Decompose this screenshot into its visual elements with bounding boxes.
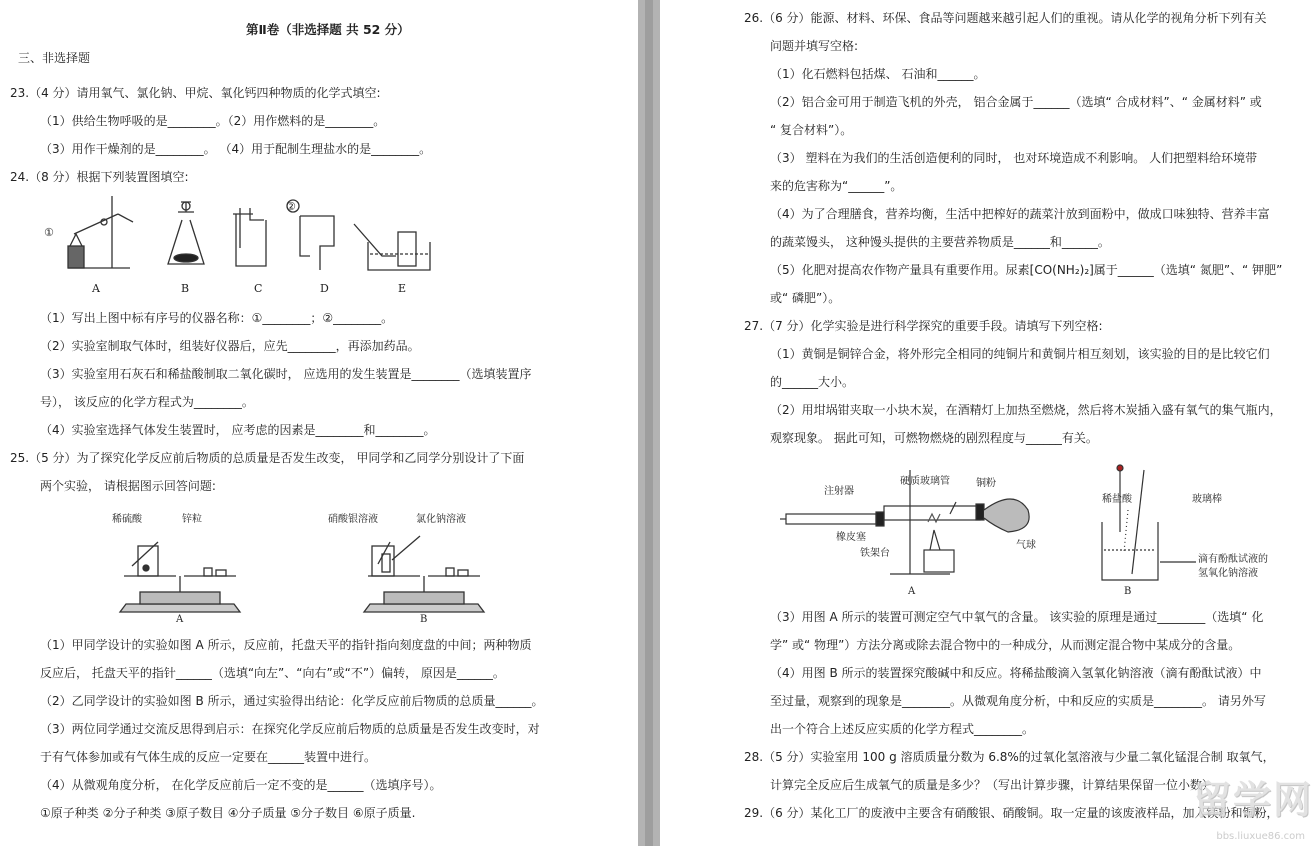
fig-a-label-tube: 硬质玻璃管	[900, 476, 950, 487]
fig-a-drawing	[780, 462, 1060, 582]
fig-b-label-rod: 玻璃棒	[1192, 494, 1222, 505]
q26-line: （5）化肥对提高农作物产量具有重要作用。尿素[CO(NH₂)₂]属于______（选填“ 氮肥”、“ 钾肥”	[770, 263, 1283, 277]
q25-line: 反应后， 托盘天平的指针______（选填“向左”、“向右”或“不”）偏转， 原因是______。	[40, 666, 505, 680]
q26-line: 或“ 磷肥”）。	[770, 291, 841, 305]
apparatus-drawing	[38, 192, 458, 300]
page-gap-scrollbar	[638, 0, 660, 846]
q23-line: （1）供给生物呼吸的是________。（2）用作燃料的是________。	[40, 114, 386, 128]
q26-line: “ 复合材料”）。	[770, 123, 853, 137]
apparatus-label-b: B	[181, 282, 190, 295]
q27-line: 至过量，观察到的现象是________。从微观角度分析，中和反应的实质是________。 请另外写	[770, 694, 1266, 708]
q23-stem: 23.（4 分）请用氧气、氯化钠、甲烷、氧化钙四种物质的化学式填空:	[10, 86, 381, 100]
section-heading: 三、非选择题	[18, 51, 91, 65]
q27-line: 出一个符合上述反应实质的化学方程式________。	[770, 722, 1035, 736]
fig-a-label-stand: 铁架台	[860, 548, 890, 559]
balance-a-caption: A	[176, 614, 184, 625]
q24-line: 号）， 该反应的化学方程式为________。	[40, 395, 254, 409]
fig-b-caption: B	[1124, 586, 1132, 597]
fig-a-caption: A	[908, 586, 916, 597]
site-watermark-logo: 留学网	[1192, 777, 1313, 822]
left-page	[0, 0, 638, 846]
balance-b-caption: B	[420, 614, 428, 625]
q25-stem: 25.（5 分）为了探究化学反应前后物质的总质量是否发生改变， 甲同学和乙同学分别设计了下面	[10, 451, 525, 465]
fig-b-drawing	[1080, 462, 1280, 586]
figure-b-neutralization	[1080, 462, 1280, 602]
fig-a-label-syringe: 注射器	[824, 486, 854, 497]
q29-stem: 29.（6 分）某化工厂的废液中主要含有硝酸银、硝酸铜。取一定量的该废液样品，加入镁粉和铜粉，	[744, 806, 1279, 820]
q24-line: （3）实验室用石灰石和稀盐酸制取二氧化碳时， 应选用的发生装置是________（选填装置序	[40, 367, 532, 381]
site-watermark-url: bbs.liuxue86.com	[1216, 831, 1305, 842]
q25-line: 于有气体参加或有气体生成的反应一定要在______装置中进行。	[40, 750, 377, 764]
balance-a-label-acid: 稀硫酸	[112, 514, 142, 525]
q28-stem: 28.（5 分）实验室用 100 g 溶质质量分数为 6.8%的过氧化氢溶液与少量二氧化锰混合制 取氧气，	[744, 750, 1275, 764]
fig-b-label-phenol: 滴有酚酞试液的	[1198, 554, 1268, 565]
q26-line: 来的危害称为“______”。	[770, 179, 903, 193]
q27-line: （3）用图 A 所示的装置可测定空气中氧气的含量。 该实验的原理是通过________（选填“ 化	[770, 610, 1264, 624]
balance-b-label-nacl: 氯化钠溶液	[416, 514, 466, 525]
q27-line: 学” 或“ 物理”）方法分离或除去混合物中的一种成分，从而测定混合物中某成分的含量。	[770, 638, 1241, 652]
q27-stem: 27.（7 分）化学实验是进行科学探究的重要手段。请填写下列空格:	[744, 319, 1103, 333]
q26-line: （2）铝合金可用于制造飞机的外壳， 铝合金属于______（选填“ 合成材料”、“ 金属材料” 或	[770, 95, 1262, 109]
balance-figure	[110, 512, 490, 626]
apparatus-label-e: E	[398, 282, 407, 295]
fig-a-label-stopper: 橡皮塞	[836, 532, 866, 543]
fig-b-label-naoh: 氢氧化钠溶液	[1198, 568, 1258, 579]
q25-options: ①原子种类 ②分子种类 ③原子数目 ④分子质量 ⑤分子数目 ⑥原子质量.	[40, 806, 416, 820]
right-page	[660, 0, 1315, 846]
q26-stem: 26.（6 分）能源、材料、环保、食品等问题越来越引起人们的重视。请从化学的视角分析下列有关	[744, 11, 1267, 25]
q28-line: 计算完全反应后生成氧气的质量是多少？（写出计算步骤，计算结果保留一位小数）	[770, 778, 1215, 792]
apparatus-label-d: D	[320, 282, 329, 295]
q27-line: （4）用图 B 所示的装置探究酸碱中和反应。将稀盐酸滴入氢氧化钠溶液（滴有酚酞试液）中	[770, 666, 1262, 680]
q27-line: 观察现象。 据此可知，可燃物燃烧的剧烈程度与______有关。	[770, 431, 1098, 445]
q26-line: （4）为了合理膳食，营养均衡，生活中把榨好的蔬菜汁放到面粉中，做成口味独特、营养丰富	[770, 207, 1270, 221]
q25-line: （3）两位同学通过交流反思得到启示：在探究化学反应前后物质的总质量是否发生改变时，对	[40, 722, 540, 736]
balance-b-label-silver: 硝酸银溶液	[328, 514, 378, 525]
q24-line: （2）实验室制取气体时，组装好仪器后，应先________，再添加药品。	[40, 339, 420, 353]
apparatus-label-c: C	[254, 282, 263, 295]
figure-a-oxygen-apparatus	[780, 462, 1060, 602]
q25-line: （4）从微观角度分析， 在化学反应前后一定不变的是______（选填序号）。	[40, 778, 442, 792]
apparatus-figure	[38, 192, 458, 300]
q27-line: 的______大小。	[770, 375, 855, 389]
fig-a-label-copper: 铜粉	[976, 478, 996, 489]
q23-line: （3）用作干燥剂的是________。 （4）用于配制生理盐水的是________。	[40, 142, 432, 156]
fig-b-label-hcl: 稀盐酸	[1102, 494, 1132, 505]
q24-line: （4）实验室选择气体发生装置时， 应考虑的因素是________和________。	[40, 423, 436, 437]
fig-a-label-balloon: 气球	[1016, 540, 1036, 551]
q24-stem: 24.（8 分）根据下列装置图填空:	[10, 170, 189, 184]
q25-line: （1）甲同学设计的实验如图 A 所示，反应前，托盘天平的指针指向刻度盘的中间；两种物质	[40, 638, 532, 652]
marker-2: ②	[286, 200, 296, 213]
q26-line: （3） 塑料在为我们的生活创造便利的同时， 也对环境造成不利影响。 人们把塑料给环境带	[770, 151, 1258, 165]
balance-a-label-zinc: 锌粒	[182, 514, 202, 525]
q26-line: 问题并填写空格:	[770, 39, 859, 53]
balance-drawing	[110, 526, 490, 626]
marker-1: ①	[44, 226, 54, 239]
q27-line: （1）黄铜是铜锌合金，将外形完全相同的纯铜片和黄铜片相互刻划，该实验的目的是比较它们	[770, 347, 1270, 361]
q25-line: 两个实验， 请根据图示回答问题:	[40, 479, 216, 493]
q24-line: （1）写出上图中标有序号的仪器名称：①________；②________。	[40, 311, 394, 325]
exam-part-title: 第Ⅱ卷（非选择题 共 52 分）	[246, 22, 410, 37]
q26-line: （1）化石燃料包括煤、 石油和______。	[770, 67, 986, 81]
q25-line: （2）乙同学设计的实验如图 B 所示，通过实验得出结论：化学反应前后物质的总质量______。	[40, 694, 544, 708]
q26-line: 的蔬菜馒头， 这种馒头提供的主要营养物质是______和______。	[770, 235, 1110, 249]
q27-line: （2）用坩埚钳夹取一小块木炭，在酒精灯上加热至燃烧，然后将木炭插入盛有氧气的集气瓶内，	[770, 403, 1282, 417]
apparatus-label-a: A	[92, 282, 100, 295]
